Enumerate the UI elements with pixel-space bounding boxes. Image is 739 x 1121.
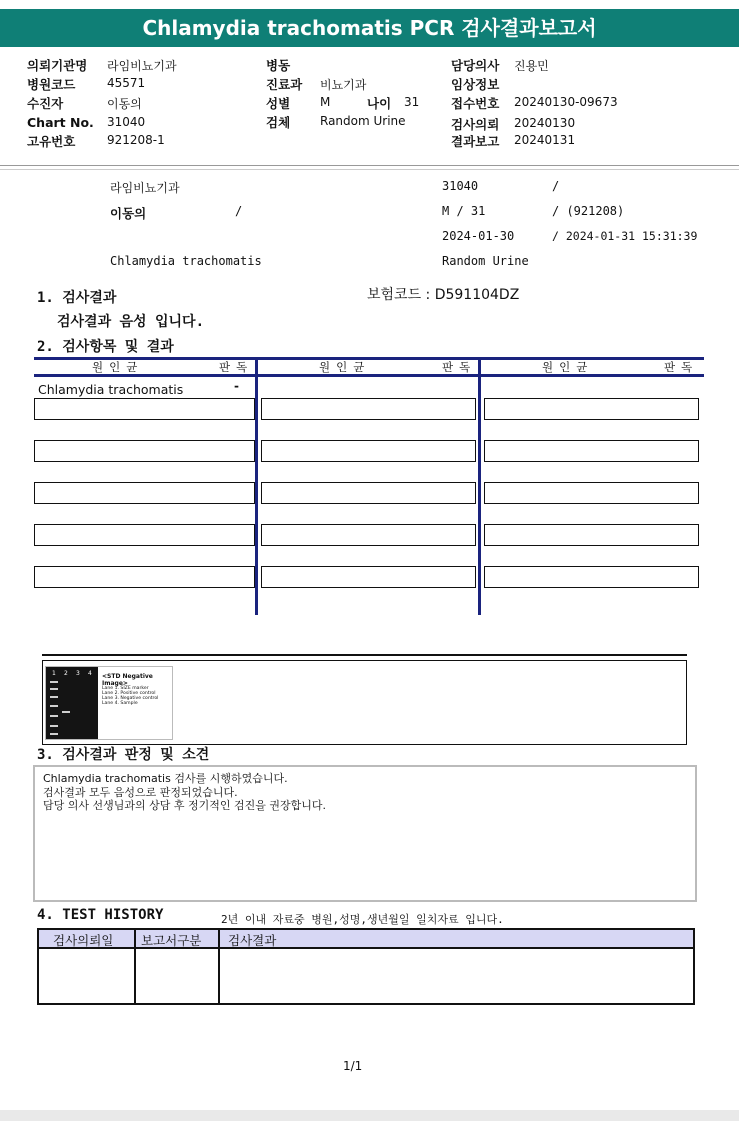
result-entry-box <box>261 566 476 588</box>
label-receipt-no: 접수번호 <box>451 96 500 111</box>
insurance-code: 보험코드 : D591104DZ <box>367 287 520 303</box>
result-row-pathogen: Chlamydia trachomatis <box>38 382 184 397</box>
summary-slash: / <box>552 179 560 193</box>
grid-divider <box>255 357 258 615</box>
value-request-date: 20240130 <box>514 116 576 130</box>
value-department: 비뇨기과 <box>320 78 367 92</box>
result-entry-box <box>34 440 255 462</box>
gel-title: <STD Negative Image> <box>102 673 153 687</box>
result-entry-box <box>34 482 255 504</box>
label-report-date: 결과보고 <box>451 134 500 149</box>
summary-specimen: Random Urine <box>442 254 529 268</box>
value-age: 31 <box>404 95 420 109</box>
gel-legend-line: Lane 4. Sample <box>102 701 138 706</box>
value-chart-no: 31040 <box>107 115 146 129</box>
page-footer-bar <box>0 1110 739 1121</box>
divider <box>42 654 687 656</box>
label-sex: 성별 <box>266 96 291 111</box>
label-ward: 병동 <box>266 58 291 73</box>
history-table <box>37 928 695 1005</box>
value-sex: M <box>320 95 331 109</box>
label-specimen: 검체 <box>266 115 291 130</box>
result-entry-box <box>34 398 255 420</box>
lane-label: 4 <box>88 670 92 677</box>
col-header-result: 판독 <box>664 360 699 374</box>
value-hospital-code: 45571 <box>107 76 146 90</box>
summary-id-birth: / (921208) <box>552 204 625 218</box>
summary-slash: / <box>235 204 243 218</box>
value-patient: 이동의 <box>107 97 142 111</box>
col-header-pathogen: 원인균 <box>92 360 144 374</box>
result-entry-box <box>484 524 699 546</box>
value-unique-no: 921208-1 <box>107 133 165 147</box>
history-divider <box>134 930 136 1003</box>
result-entry-box <box>34 524 255 546</box>
gel-band <box>50 733 58 735</box>
col-header-pathogen: 원인균 <box>319 360 371 374</box>
history-divider <box>218 930 220 1003</box>
history-note: 2년 이내 자료중 병원,성명,생년월일 일치자료 입니다. <box>221 913 504 926</box>
gel-band <box>50 681 58 683</box>
summary-clinic: 라임비뇨기과 <box>110 181 180 195</box>
col-header-result: 판독 <box>219 360 254 374</box>
gel-band <box>62 711 70 713</box>
section3-heading: 3. 검사결과 판정 및 소견 <box>37 747 210 763</box>
value-report-date: 20240131 <box>514 133 576 147</box>
summary-patient: 이동의 <box>110 206 147 221</box>
value-requesting-clinic: 라임비뇨기과 <box>107 59 177 73</box>
result-entry-box <box>261 440 476 462</box>
summary-report-datetime: / 2024-01-31 15:31:39 <box>552 229 698 243</box>
gel-band <box>50 725 58 727</box>
divider <box>0 169 739 170</box>
label-chart-no: Chart No. <box>27 115 94 130</box>
result-entry-box <box>34 566 255 588</box>
result-entry-box <box>484 482 699 504</box>
history-col-request-date: 검사의뢰일 <box>53 933 114 948</box>
lane-label: 1 <box>52 670 56 677</box>
summary-chart: 31040 <box>442 179 479 193</box>
label-department: 진료과 <box>266 77 303 92</box>
summary-test-name: Chlamydia trachomatis <box>110 254 262 268</box>
section2-heading: 2. 검사항목 및 결과 <box>37 339 174 355</box>
result-entry-box <box>261 482 476 504</box>
label-age: 나이 <box>367 96 392 111</box>
gel-band <box>50 688 58 690</box>
gel-legend-line: Lane 2. Positive control <box>102 691 156 696</box>
history-header-row <box>39 930 693 949</box>
history-col-report-type: 보고서구분 <box>141 933 202 948</box>
opinion-line: Chlamydia trachomatis 검사를 시행하였습니다. <box>43 772 288 785</box>
label-doctor: 담당의사 <box>451 58 500 73</box>
gel-legend-line: Lane 3. Negative control <box>102 696 159 701</box>
opinion-line: 검사결과 모두 음성으로 판정되었습니다. <box>43 785 238 799</box>
label-unique-no: 고유번호 <box>27 134 76 149</box>
section1-heading: 1. 검사결과 <box>37 290 117 306</box>
result-entry-box <box>261 524 476 546</box>
summary-sex-age: M / 31 <box>442 204 486 218</box>
report-title: Chlamydia trachomatis PCR 검사결과보고서 <box>0 9 739 47</box>
result-entry-box <box>484 440 699 462</box>
lane-label: 2 <box>64 670 68 677</box>
value-receipt-no: 20240130-09673 <box>514 95 618 109</box>
page-number: 1/1 <box>343 1059 363 1073</box>
history-col-result: 검사결과 <box>228 933 277 948</box>
gel-band <box>50 705 58 707</box>
gel-band <box>50 696 58 698</box>
label-requesting-clinic: 의뢰기관명 <box>27 58 88 73</box>
col-header-result: 판독 <box>442 360 477 374</box>
result-entry-box <box>484 566 699 588</box>
gel-band <box>50 715 58 717</box>
opinion-line: 담당 의사 선생님과의 상담 후 정기적인 검진을 권장합니다. <box>43 799 326 812</box>
summary-receipt-date: 2024-01-30 <box>442 229 515 243</box>
col-header-pathogen: 원인균 <box>542 360 594 374</box>
section4-heading: 4. TEST HISTORY <box>37 907 164 923</box>
label-request-date: 검사의뢰 <box>451 117 500 132</box>
value-doctor: 진용민 <box>514 59 549 73</box>
result-entry-box <box>484 398 699 420</box>
label-hospital-code: 병원코드 <box>27 77 76 92</box>
label-patient: 수진자 <box>27 96 64 111</box>
gel-legend-line: Lane 1. SIZE marker <box>102 686 149 691</box>
gel-electrophoresis-image <box>45 666 173 740</box>
grid-divider <box>478 357 481 615</box>
section1-result-text: 검사결과 음성 입니다. <box>57 314 205 330</box>
result-entry-box <box>261 398 476 420</box>
result-row-value: - <box>234 379 239 393</box>
divider <box>0 165 739 166</box>
value-specimen: Random Urine <box>320 114 406 128</box>
opinion-box <box>33 765 697 902</box>
label-clinical-info: 임상정보 <box>451 77 500 92</box>
gel-lanes <box>46 667 98 739</box>
lane-label: 3 <box>76 670 80 677</box>
